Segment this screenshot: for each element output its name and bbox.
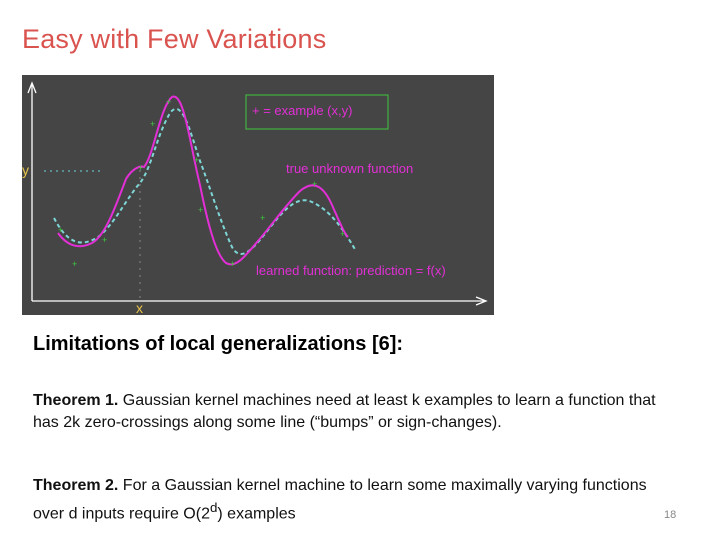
- section-subtitle: Limitations of local generalizations [6]:: [33, 333, 404, 355]
- example-point: +: [72, 259, 78, 269]
- theorem-2-label: Theorem 2.: [33, 477, 119, 494]
- y-axis-label: y: [22, 162, 29, 178]
- function-plot-svg: [22, 75, 494, 315]
- theorem-1-text: Gaussian kernel machines need at least k examples to learn a function that has 2k zero-crossings along some line (“bumps” or sign-changes).: [33, 392, 656, 431]
- example-point: +: [166, 97, 172, 107]
- theorem-2-text-before: For a Gaussian kernel machine to learn some maximally varying functions over d inputs require O(2: [33, 477, 647, 523]
- example-point: +: [198, 205, 204, 215]
- slide-title: Easy with Few Variations: [22, 24, 327, 54]
- example-point: +: [312, 179, 318, 189]
- theorem-1-label: Theorem 1.: [33, 392, 119, 409]
- x-axis-label: x: [136, 300, 143, 315]
- example-point: +: [58, 225, 64, 235]
- example-point: +: [138, 163, 144, 173]
- theorem-2: [33, 475, 673, 525]
- legend-example-label: + = example (x,y): [252, 103, 353, 118]
- example-point: +: [150, 119, 156, 129]
- theorem-2-text-after: ) examples: [217, 505, 296, 523]
- learned-function-label: learned function: prediction = f(x): [256, 263, 446, 278]
- page-number: 18: [664, 509, 677, 521]
- theorem-2-superscript: d: [209, 500, 218, 515]
- example-point: +: [102, 235, 108, 245]
- example-point: +: [230, 259, 236, 269]
- true-function-label: true unknown function: [286, 161, 414, 176]
- theorem-1: [33, 390, 673, 434]
- learned-function-curve: [54, 109, 356, 254]
- example-point: +: [260, 213, 266, 223]
- function-plot: [22, 75, 494, 315]
- example-point: +: [340, 229, 346, 239]
- example-point: +: [194, 155, 200, 165]
